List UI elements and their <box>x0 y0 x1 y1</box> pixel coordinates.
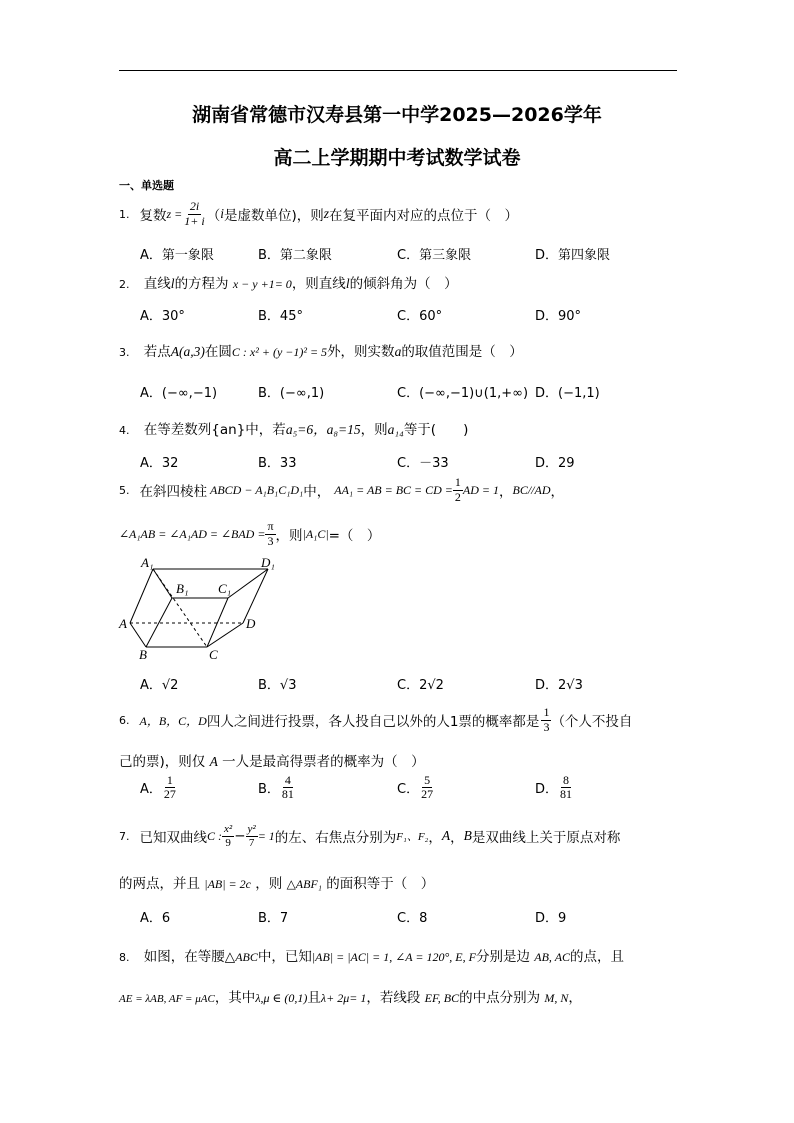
q1-option-a: A．第一象限 <box>140 248 214 263</box>
q8-math-vectors: AE = λAB, AF = μAC <box>119 993 215 1005</box>
section-heading: 一、单选题 <box>119 179 174 192</box>
q5-fraction-pi: $\frac{\pi}{3}$ <box>267 519 274 548</box>
question-7-line-2 <box>119 872 434 892</box>
q7-option-b: B．7 <box>258 911 289 926</box>
q2-option-d: D．90° <box>535 309 582 324</box>
q6-option-b: B． $\frac{4}{81}$ <box>258 773 294 802</box>
q3-text-b: 在圆 <box>204 344 232 360</box>
q7-comma-2: ， <box>450 830 464 846</box>
q8-text-b: 中，已知 <box>257 949 312 965</box>
question-5 <box>119 470 564 510</box>
q7-option-c: C．8 <box>397 911 428 926</box>
q8-text-f: 且 <box>307 990 321 1006</box>
q1-text-b: （ <box>206 208 221 224</box>
q8-text-c: 分别是边 <box>475 949 530 965</box>
q5-text-c: ， <box>499 484 513 500</box>
q7-math-a: A <box>441 828 451 843</box>
question-7 <box>119 816 620 856</box>
q7-fraction-x: $\frac{\text{x²}}{9}$ <box>224 823 233 849</box>
q1-math-i: i <box>220 206 224 221</box>
q3-math-circle: C : x² + (y −1)² = 5 <box>231 345 328 359</box>
q6-text-b: （个人不投自 <box>551 714 633 730</box>
q7-text-b: 的左、右焦点分别为 <box>274 830 397 846</box>
question-number: 6. <box>119 713 130 727</box>
q7-option-a: A．6 <box>140 911 171 926</box>
q5-text-d: ， <box>550 484 564 500</box>
q2-text-b: 的方程为 <box>174 276 229 292</box>
q5-option-b: B．√3 <box>258 678 297 693</box>
q7-fraction-y: $\frac{\text{y²}}{7}$ <box>247 823 256 849</box>
q6-text-c: 己的票)，则仅 <box>119 754 206 770</box>
q4-text-a: 在等差数列{an}中，若 <box>143 422 286 438</box>
question-number: 1. <box>119 207 130 221</box>
label-c1: C₁ <box>218 581 232 596</box>
q7-text-a: 已知双曲线 <box>139 830 207 846</box>
q7-text-c: 是双曲线上关于原点对称 <box>471 830 621 846</box>
label-a: A <box>119 616 127 631</box>
q4-option-b: B．33 <box>258 456 297 471</box>
question-8-line-2 <box>119 986 582 1006</box>
top-rule <box>119 70 677 71</box>
q1-text-c: 是虚数单位)，则 <box>223 208 324 224</box>
q7-option-d: D．9 <box>535 911 567 926</box>
q8-math-mn: M, N <box>544 991 569 1005</box>
q7-math-triangle: △ABF₁ <box>286 877 322 891</box>
q4-math-a14: a₁₄ <box>387 422 404 437</box>
label-d1: D₁ <box>261 555 275 570</box>
q4-option-a: A．32 <box>140 456 179 471</box>
q7-comma-1: ， <box>428 830 442 846</box>
q2-math-eq: x − y +1= 0 <box>232 277 292 291</box>
q2-option-b: B．45° <box>258 309 303 324</box>
q6-text-a: 四人之间进行投票，各人投自己以外的人1票的概率都是 <box>206 714 540 730</box>
q5-math-ad: AD = 1 <box>462 482 499 497</box>
q3-option-d: D．(−1,1) <box>535 386 600 401</box>
question-number: 2. <box>119 278 130 291</box>
q5-option-d: D．2√3 <box>535 678 583 693</box>
q5-fraction: $\frac{1}{2}$ <box>454 475 461 504</box>
q5-text-e: ，则 <box>275 528 303 544</box>
question-5-line-2 <box>119 514 380 554</box>
q8-text-e: ，其中 <box>214 990 256 1006</box>
q8-math-segments: EF, BC <box>424 991 460 1005</box>
q7-text-e: ，则 <box>255 876 283 892</box>
prism-figure <box>115 555 290 665</box>
q5-text-a: 在斜四棱柱 <box>139 484 207 500</box>
q3-text-c: 外，则实数 <box>327 344 395 360</box>
question-1 <box>119 194 518 234</box>
q1-text-d: 在复平面内对应的点位于（ ） <box>329 208 519 224</box>
question-4 <box>119 418 468 438</box>
q5-math-a1c: |A₁C| <box>302 526 329 541</box>
q4-math-terms: a₅=6，a₈=15 <box>285 422 361 437</box>
q5-option-c: C．2√2 <box>397 678 444 693</box>
q8-math-sides: AB, AC <box>534 950 571 964</box>
q1-math-z: z = <box>166 206 183 221</box>
page-title-line-2: 高二上学期期中考试数学试卷 <box>273 147 521 169</box>
q8-text-g: ，若线段 <box>366 990 421 1006</box>
q2-math-l: l <box>170 276 175 291</box>
label-a1: A₁ <box>141 555 154 570</box>
q2-text-d: 的倾斜角为（ ） <box>349 276 458 292</box>
q6-option-c: C． $\frac{5}{27}$ <box>397 773 434 802</box>
q8-math-range: λ,μ ∈ (0,1) <box>255 991 308 1005</box>
q8-math-abc: ABC <box>235 950 258 964</box>
q8-text-i: ， <box>568 990 582 1006</box>
q5-option-a: A．√2 <box>140 678 179 693</box>
q7-math-foci: F₁、F₂ <box>396 831 429 843</box>
q5-math-angles: ∠A₁AB = ∠A₁AD = ∠BAD = <box>119 526 266 541</box>
page-title-line-1: 湖南省常德市汉寿县第一中学2025—2026学年 <box>192 104 602 126</box>
q6-option-a: A． $\frac{1}{27}$ <box>140 773 176 802</box>
q7-minus: − <box>234 828 246 844</box>
q4-option-c: C．－33 <box>397 456 449 471</box>
q6-fraction: $\frac{1}{3}$ <box>543 705 550 734</box>
q7-text-f: 的面积等于（ ） <box>326 876 435 892</box>
q7-math-c: C : <box>207 828 222 843</box>
q2-option-a: A．30° <box>140 309 185 324</box>
q3-option-c: C．(−∞,−1)∪(1,+∞) <box>397 386 529 401</box>
q8-text-h: 的中点分别为 <box>459 990 541 1006</box>
q7-math-ab: |AB| = 2c <box>204 877 251 891</box>
q1-text-a: 复数 <box>139 208 167 224</box>
q6-math-a: A <box>209 754 218 769</box>
label-b: B <box>139 647 147 662</box>
q4-text-b: ，则 <box>360 422 388 438</box>
q1-fraction: $\frac{2i}{1+ i}$ <box>184 199 205 228</box>
q5-text-f: =（ ） <box>328 528 381 544</box>
q6-math-people: A，B，C，D <box>139 713 207 728</box>
question-number: 5. <box>119 483 130 497</box>
q5-math-parallel: BC//AD <box>512 482 551 497</box>
q1-option-c: C．第三象限 <box>397 248 472 263</box>
question-number: 4. <box>119 424 130 437</box>
q3-text-d: 的取值范围是（ ） <box>401 344 523 360</box>
label-b1: B₁ <box>176 581 189 596</box>
question-number: 8. <box>119 951 130 964</box>
q8-math-cond: |AB| = |AC| = 1, ∠A = 120°, E, F <box>311 950 476 964</box>
q4-option-d: D．29 <box>535 456 575 471</box>
q5-math-eq: AA₁ = AB = BC = CD = <box>334 482 453 497</box>
q8-math-rel: λ+ 2μ= 1 <box>320 991 367 1005</box>
q1-option-d: D．第四象限 <box>535 248 611 263</box>
q2-text-a: 直线 <box>143 276 171 292</box>
question-6 <box>119 700 632 740</box>
q6-text-d: 一人是最高得票者的概率为（ ） <box>222 754 425 770</box>
q2-text-c: ，则直线 <box>291 276 346 292</box>
question-number: 3. <box>119 346 130 359</box>
label-d: D <box>246 616 256 631</box>
q4-text-c: 等于( ) <box>403 422 469 438</box>
q1-math-z2: z <box>323 206 330 221</box>
q6-option-d: D． $\frac{8}{81}$ <box>535 773 573 802</box>
q7-math-eq: = 1 <box>257 828 275 843</box>
q1-option-b: B．第二象限 <box>258 248 332 263</box>
question-2 <box>119 272 458 292</box>
q2-option-c: C．60° <box>397 309 443 324</box>
q3-text-a: 若点 <box>143 344 171 360</box>
q7-text-d: 的两点，并且 <box>119 876 200 892</box>
label-c: C <box>209 647 218 662</box>
q8-text-a: 如图，在等腰△ <box>143 949 236 965</box>
q5-math-prism: ABCD − A₁B₁C₁D₁ <box>210 482 304 497</box>
q2-math-l2: l <box>345 276 350 291</box>
question-number: 7. <box>119 829 130 843</box>
question-3 <box>119 340 523 360</box>
q5-text-b: 中， <box>303 484 331 500</box>
q3-math-a: a <box>394 344 402 359</box>
q3-math-point: A(a,3) <box>170 344 205 359</box>
question-6-line-2 <box>119 750 425 770</box>
question-8 <box>119 945 624 965</box>
q3-option-b: B．(−∞,1) <box>258 386 325 401</box>
q7-math-b: B <box>463 828 472 843</box>
q3-option-a: A．(−∞,−1) <box>140 386 218 401</box>
q8-text-d: 的点，且 <box>570 949 625 965</box>
